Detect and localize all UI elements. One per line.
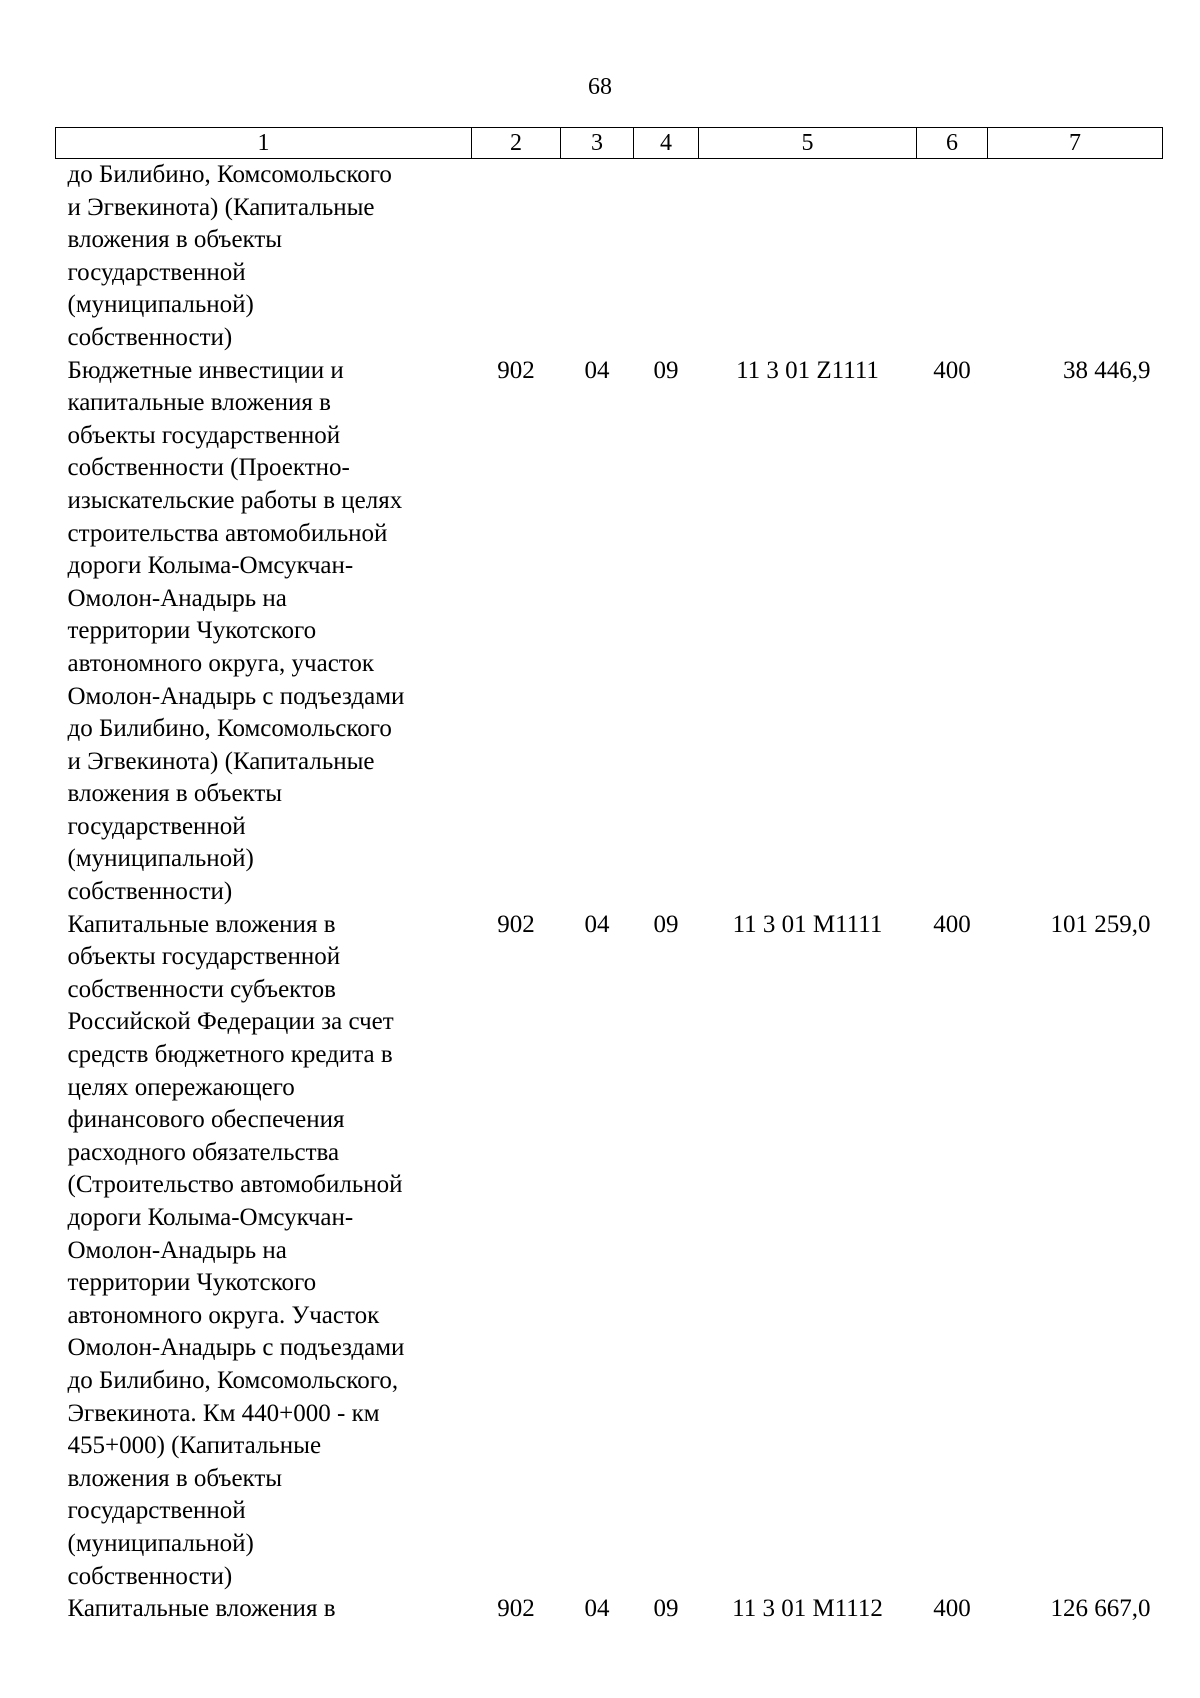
description-line: Омолон-Анадырь с подъездами (67, 682, 405, 710)
amount: 101 259,0 (1050, 910, 1151, 938)
header-col-5: 5 (699, 128, 917, 159)
description-line: объекты государственной (67, 421, 341, 449)
header-col-3: 3 (561, 128, 634, 159)
row-description (56, 909, 472, 1593)
description-line: до Билибино, Комсомольского (67, 161, 392, 188)
description-line: изыскательские работы в целях (67, 486, 403, 514)
description-line: собственности) (67, 1562, 233, 1590)
expense-type-code (917, 159, 988, 355)
row-description (56, 1593, 472, 1626)
description-line: Российской Федерации за счет (67, 1008, 394, 1036)
description-line: вложения в объекты (67, 1464, 283, 1492)
subsection-code: 09 (653, 1595, 679, 1623)
amount: 126 667,0 (1050, 1595, 1151, 1623)
description-line: государственной (67, 1497, 246, 1525)
description-line: Омолон-Анадырь с подъездами (67, 1334, 405, 1362)
budget-table-container (55, 127, 1162, 1626)
header-col-4: 4 (634, 128, 699, 159)
section-code (561, 159, 634, 355)
table-header (56, 128, 1163, 159)
description-line: (муниципальной) (67, 845, 254, 873)
expense-type-code: 400 (933, 910, 971, 938)
table-row (56, 355, 1163, 909)
description-line: вложения в объекты (67, 226, 283, 254)
page-number: 68 (588, 74, 612, 100)
description-line: финансового обеспечения (67, 1106, 345, 1134)
target-article-code: 11 3 01 Z1111 (736, 356, 879, 384)
amount: 38 446,9 (1063, 356, 1151, 384)
subsection-code (634, 159, 699, 355)
header-col-7: 7 (988, 128, 1163, 159)
description-line: государственной (67, 812, 246, 840)
description-line: территории Чукотского (67, 617, 317, 645)
expense-type-code: 400 (933, 1595, 971, 1623)
target-article-code (699, 159, 917, 355)
ministry-code: 902 (497, 910, 535, 938)
row-description (56, 159, 472, 355)
table-row (56, 1593, 1163, 1626)
description-line: вложения в объекты (67, 780, 283, 808)
description-line: территории Чукотского (67, 1269, 317, 1297)
description-line: собственности) (67, 878, 233, 906)
section-code: 04 (584, 910, 610, 938)
target-article-code: 11 3 01 M1112 (732, 1595, 883, 1623)
section-code: 04 (584, 1595, 610, 1623)
description-line: автономного округа, участок (67, 649, 375, 677)
description-line: автономного округа. Участок (67, 1301, 380, 1329)
header-col-2: 2 (472, 128, 561, 159)
amount (988, 159, 1163, 355)
description-line: до Билибино, Комсомольского, (67, 1366, 399, 1394)
description-line: (Строительство автомобильной (67, 1171, 403, 1199)
description-line: строительства автомобильной (67, 519, 388, 547)
ministry-code (472, 159, 561, 355)
budget-table (55, 127, 1163, 1626)
description-line: целях опережающего (67, 1073, 295, 1101)
description-line: дороги Колыма-Омсукчан- (67, 1204, 354, 1231)
description-line: средств бюджетного кредита в (67, 1041, 393, 1069)
target-article-code: 11 3 01 M1111 (732, 910, 883, 938)
description-line: государственной (67, 258, 246, 286)
section-code: 04 (584, 356, 610, 384)
subsection-code: 09 (653, 356, 679, 384)
description-line: Капитальные вложения в (67, 1595, 336, 1623)
description-line: собственности субъектов (67, 975, 336, 1003)
table-row (56, 909, 1163, 1593)
description-line: расходного обязательства (67, 1138, 340, 1166)
description-line: Капитальные вложения в (67, 910, 336, 938)
description-line: Эгвекинота. Км 440+000 - км (67, 1399, 380, 1427)
description-line: Бюджетные инвестиции и (67, 356, 344, 384)
description-line: 455+000) (Капитальные (67, 1432, 322, 1460)
description-line: (муниципальной) (67, 291, 254, 319)
ministry-code: 902 (497, 1595, 535, 1623)
description-line: капитальные вложения в (67, 389, 331, 417)
description-line: Омолон-Анадырь на (67, 584, 287, 612)
expense-type-code: 400 (933, 356, 971, 384)
description-line: собственности) (67, 323, 233, 351)
header-col-1: 1 (56, 128, 472, 159)
row-description (56, 355, 472, 909)
description-line: объекты государственной (67, 943, 341, 971)
table-row (56, 159, 1163, 355)
description-line: дороги Колыма-Омсукчан- (67, 552, 354, 580)
subsection-code: 09 (653, 910, 679, 938)
header-row (56, 128, 1163, 159)
description-line: и Эгвекинота) (Капитальные (67, 193, 375, 221)
description-line: и Эгвекинота) (Капитальные (67, 747, 375, 775)
description-line: Омолон-Анадырь на (67, 1236, 287, 1264)
ministry-code: 902 (497, 356, 535, 384)
table-body (56, 159, 1163, 1626)
description-line: собственности (Проектно- (67, 454, 350, 482)
header-col-6: 6 (917, 128, 988, 159)
description-line: до Билибино, Комсомольского (67, 715, 392, 743)
description-line: (муниципальной) (67, 1529, 254, 1557)
